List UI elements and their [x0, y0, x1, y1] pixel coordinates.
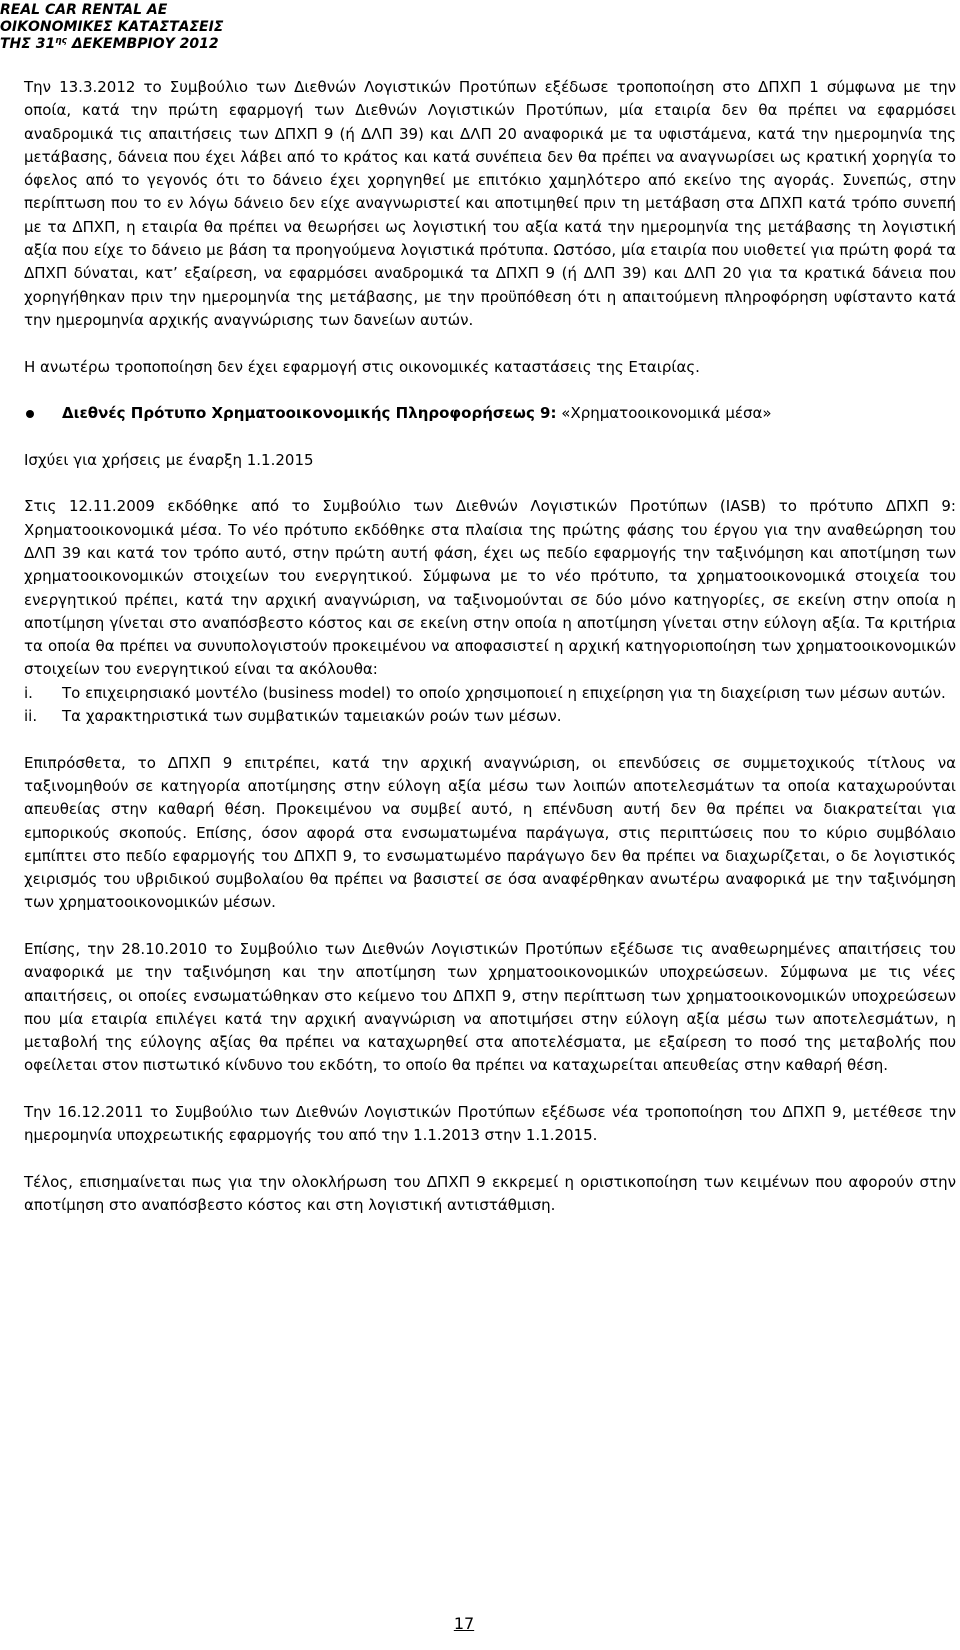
paragraph-ifrs9-issue: Στις 12.11.2009 εκδόθηκε από το Συμβούλιο των Διεθνών Λογιστικών Προτύπων (IASB) το πρότυπο ΔΠΧΠ 9: Χρηματοοικονομικά μέσα. Το νέο πρότυπο εκδόθηκε στα πλαίσια της πρώτης φάσης του έργου για την αναθεώρηση του ΔΛΠ 39 και κατά τον τρόπο αυτό, στην πρώτη αυτή φάση, έχει ως πεδίο εφαρμογής την ταξινόμηση και αποτίμηση των χρηματοοικονομικών στοιχείων του ενεργητικού. Σύμφωνα με το νέο πρότυπο, τα χρηματοοικονομικά στοιχεία του ενεργητικού πρέπει, κατά την αρχική αναγνώριση, να ταξινομούνται σε δύο μόνο κατηγορίες, σε εκείνη στην οποία η αποτίμηση γίνεται στο αναπόσβεστο κόστος και σε εκείνη στην οποία η αποτίμηση γίνεται στην εύλογη αξία. Τα κριτήρια τα οποία θα πρέπει να συνυπολογιστούν προκειμένου να αποφασιστεί η αρχική κατηγοριοποίηση των χρηματοοικονομικών στοιχείων του ενεργητικού είναι τα ακόλουθα:	[24, 497, 956, 679]
paragraph-financial-liabilities: Επίσης, την 28.10.2010 το Συμβούλιο των Διεθνών Λογιστικών Προτύπων εξέδωσε τις αναθεωρημένες απαιτήσεις του αναφορικά με την ταξινόμηση και την αποτίμηση των χρηματοοικονομικών υποχρεώσεων. Σύμφωνα με τις νέες απαιτήσεις, οι οποίες ενσωματώθηκαν στο κείμενο του ΔΠΧΠ 9, στην περίπτωση των χρηματοοικονομικών υποχρεώσεων που μία εταιρία επιλέγει κατά την αρχική αναγνώριση να αποτιμήσει στην εύλογη αξία μέσω των αποτελεσμάτων, η μεταβολή της εύλογης αξίας θα πρέπει να καταχωρηθεί στα αποτελέσματα, με εξαίρεση το ποσό της μεταβολής που οφείλεται στον πιστωτικό κίνδυνο του εκδότη, το οποίο θα πρέπει να καταχωρείται απευθείας στην καθαρή θέση.	[24, 939, 956, 1075]
page-number: 17	[453, 1614, 475, 1633]
document-body	[24, 76, 956, 1218]
paragraph-ifrs1-amendment: Την 13.3.2012 το Συμβούλιο των Διεθνών Λογιστικών Προτύπων εξέδωσε τροποποίηση στο ΔΠΧΠ 1 σύμφωνα με την οποία, κατά την πρώτη εφαρμογή των Διεθνών Λογιστικών Προτύπων, μία εταιρία δεν θα πρέπει να εφαρμόσει αναδρομικά τις απαιτήσεις των ΔΠΧΠ 9 (ή ΔΛΠ 39) και ΔΛΠ 20 αναφορικά με τα υφιστάμενα, κατά την ημερομηνία της μετάβασης, δάνεια που έχει λάβει από το κράτος και κατά συνέπεια δεν θα πρέπει να αναγνωρίσει ως κρατική χορηγία το όφελος από το γεγονός ότι το δάνειο έχει χορηγηθεί με επιτόκιο χαμηλότερο από εκείνο της αγοράς. Συνεπώς, στην περίπτωση που το εν λόγω δάνειο δεν είχε αναγνωριστεί και αποτιμηθεί πριν τη μετάβαση στα ΔΠΧΠ κατά τρόπο συνεπή με τα ΔΠΧΠ, η εταιρία θα πρέπει να θεωρήσει ως λογιστική του αξία κατά την ημερομηνία της μετάβασης τη λογιστική αξία που είχε το δάνειο με βάση τα προηγούμενα λογιστικά πρότυπα. Ωστόσο, μία εταιρία που υιοθετεί για πρώτη φορά τα ΔΠΧΠ δύναται, κατ’ εξαίρεση, να εφαρμόσει αναδρομικά τα ΔΠΧΠ 9 (ή ΔΛΠ 39) και ΔΛΠ 20 για τα κρατικά δάνεια που χορηγήθηκαν πριν την ημερομηνία της μετάβασης, με την προϋπόθεση ότι η απαιτούμενη πληροφόρηση υφίσταντο κατά την ημερομηνία αρχικής αναγνώρισης των δανείων αυτών.	[24, 78, 956, 329]
company-name: REAL CAR RENTAL ΑΕ	[0, 2, 168, 18]
paragraph-not-applicable: Η ανωτέρω τροποποίηση δεν έχει εφαρμογή στις οικονομικές καταστάσεις της Εταιρίας.	[24, 357, 700, 376]
paragraph-equity-investments: Επιπρόσθετα, το ΔΠΧΠ 9 επιτρέπει, κατά την αρχική αναγνώριση, οι επενδύσεις σε συμμετοχικούς τίτλους να ταξινομηθούν σε κατηγορία αποτίμησης στην εύλογη αξία μέσω των λοιπών αποτελεσμάτων τα οποία καταχωρούνται απευθείας στην καθαρή θέση. Προκειμένου να συμβεί αυτό, η επένδυση αυτή δεν θα πρέπει να διακρατείται για εμπορικούς σκοπούς. Επίσης, όσον αφορά στα ενσωματωμένα παράγωγα, στις περιπτώσεις που το κύριο συμβόλαιο εμπίπτει στο πεδίο εφαρμογής του ΔΠΧΠ 9, το ενσωματωμένο παράγωγο δεν θα πρέπει να διαχωρίζεται, ο δε λογιστικός χειρισμός του υβριδικού συμβολαίου θα πρέπει να βασιστεί σε όσα αναφέρθηκαν ανωτέρω αναφορικά με την ταξινόμηση των χρηματοοικονομικών μέσων.	[24, 753, 956, 912]
paragraph-deferral: Την 16.12.2011 το Συμβούλιο των Διεθνών Λογιστικών Προτύπων εξέδωσε νέα τροποποίηση του ΔΠΧΠ 9, μετέθεσε την ημερομηνία υποχρεωτικής εφαρμογής του από την 1.1.2013 στην 1.1.2015.	[24, 1103, 956, 1145]
bullet-subtitle: «Χρηματοοικονομικά μέσα»	[556, 404, 772, 423]
bullet-icon	[24, 402, 62, 425]
paragraph-effective-date: Ισχύει για χρήσεις με έναρξη 1.1.2015	[24, 450, 314, 469]
bullet-ifrs9	[24, 402, 956, 425]
document-date: ΤΗΣ $31^{\eta\varsigma}$ ΔΕΚΕΜΒΡΙΟΥ 2012	[0, 36, 219, 52]
document-title: ΟΙΚΟΝΟΜΙΚΕΣ ΚΑΤΑΣΤΑΣΕΙΣ	[0, 19, 224, 35]
document-header	[0, 2, 400, 53]
list-item: i. Το επιχειρησιακό μοντέλο (business model) το οποίο χρησιμοποιεί η επιχείρηση για τη διαχείριση των μέσων αυτών.	[24, 683, 946, 702]
list-item: ii. Τα χαρακτηριστικά των συμβατικών ταμειακών ροών των μέσων.	[24, 707, 562, 726]
bullet-heading: Διεθνές Πρότυπο Χρηματοοικονομικής Πληροφορήσεως 9:	[62, 404, 557, 423]
paragraph-pending: Τέλος, επισημαίνεται πως για την ολοκλήρωση του ΔΠΧΠ 9 εκκρεμεί η οριστικοποίηση των κειμένων που αφορούν στην αποτίμηση στο αναπόσβεστο κόστος και στη λογιστική αντιστάθμιση.	[24, 1172, 956, 1215]
